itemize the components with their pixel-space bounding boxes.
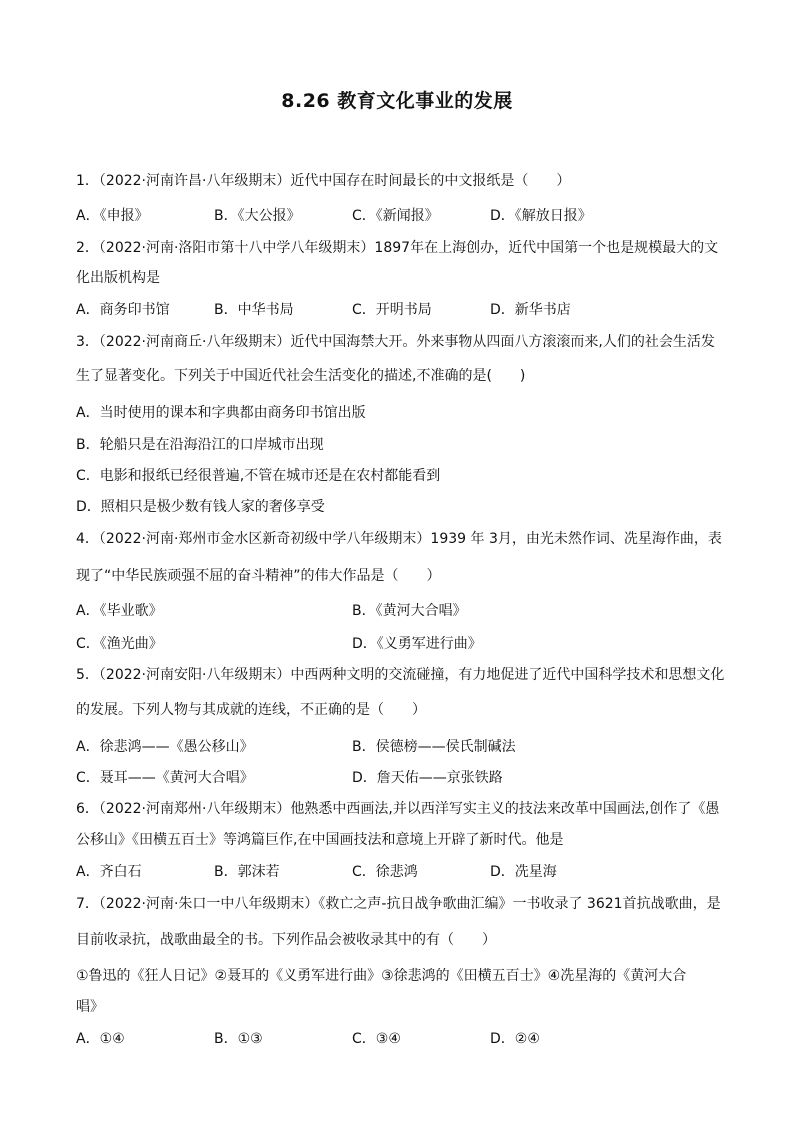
option-a: A．齐白石 (76, 864, 142, 880)
option-c: C．③④ (352, 1031, 401, 1047)
question-3-option-b: B．轮船只是在沿海沿江的口岸城市出现 (76, 437, 324, 453)
option-b: B．郭沫若 (214, 864, 280, 880)
question-5-text: 5．（2022·河南安阳·八年级期末）中西两种文明的交流碰撞，有力地促进了近代中国科学技术和思想文化 (76, 667, 725, 683)
option-d: D．《义勇军进行曲》 (352, 636, 482, 652)
option-a: A．《毕业歌》 (76, 603, 163, 619)
option-a: A．商务印书馆 (76, 302, 170, 318)
option-b: B．侯德榜——侯氏制碱法 (352, 739, 516, 755)
question-3-text-cont: 生了显著变化。下列关于中国近代社会生活变化的描述,不准确的是( ) (76, 368, 526, 384)
option-d: D．新华书店 (490, 302, 571, 318)
question-2-text-cont: 化出版机构是 (76, 270, 160, 286)
option-b: B．《大公报》 (214, 208, 301, 224)
question-5-text-cont: 的发展。下列人物与其成就的连线，不正确的是（ ） (76, 702, 426, 718)
option-c: C．《渔光曲》 (76, 636, 163, 652)
question-6-text-cont: 公移山》《田横五百士》等鸿篇巨作,在中国画技法和意境上开辟了新时代。他是 (76, 832, 564, 848)
question-7-statements-cont: 唱》 (76, 999, 104, 1015)
question-1-text: 1．（2022·河南许昌·八年级期末）近代中国存在时间最长的中文报纸是（ ） (76, 173, 571, 189)
question-2-text: 2．（2022·河南·洛阳市第十八中学八年级期末）1897年在上海创办，近代中国第一个也是规模最大的文 (76, 240, 719, 256)
option-c: C．开明书局 (352, 302, 432, 318)
page-title: 8.26 教育文化事业的发展 (281, 90, 513, 112)
option-a: A．①④ (76, 1031, 125, 1047)
option-d: D．詹天佑——京张铁路 (352, 770, 503, 786)
question-7-statements: ①鲁迅的《狂人日记》②聂耳的《义勇军进行曲》③徐悲鸿的《田横五百士》④冼星海的《黄河大合 (76, 968, 687, 984)
option-c: C．聂耳——《黄河大合唱》 (76, 770, 254, 786)
question-6-text: 6．（2022·河南郑州·八年级期末）他熟悉中西画法,并以西洋写实主义的技法来改革中国画法,创作了《愚 (76, 801, 720, 817)
question-4-text-cont: 现了“中华民族顽强不屈的奋斗精神”的伟大作品是（ ） (76, 568, 441, 584)
question-7-text: 7．（2022·河南·朱口一中八年级期末）《救亡之声-抗日战争歌曲汇编》一书收录了 3621首抗战歌曲，是 (76, 896, 721, 912)
option-c: C．徐悲鸿 (352, 864, 418, 880)
option-d: D．冼星海 (490, 864, 557, 880)
option-c: C．《新闻报》 (352, 208, 439, 224)
option-d: D．②④ (490, 1031, 540, 1047)
option-b: B．中华书局 (214, 302, 294, 318)
question-4-text: 4．（2022·河南·郑州市金水区新奇初级中学八年级期末）1939 年 3月，由光未然作词、冼星海作曲，表 (76, 531, 722, 547)
question-3-option-d: D．照相只是极少数有钱人家的奢侈享受 (76, 499, 325, 515)
option-a: A．《申报》 (76, 208, 149, 224)
option-a: A．徐悲鸿——《愚公移山》 (76, 739, 254, 755)
question-3-option-c: C．电影和报纸已经很普遍,不管在城市还是在农村都能看到 (76, 468, 441, 484)
option-b: B．《黄河大合唱》 (352, 603, 467, 619)
question-3-text: 3．（2022·河南商丘·八年级期末）近代中国海禁大开。外来事物从四面八方滚滚而来,人们的社会生活发 (76, 334, 715, 350)
option-b: B．①③ (214, 1031, 263, 1047)
question-7-text-cont: 目前收录抗，战歌曲最全的书。下列作品会被收录其中的有（ ） (76, 932, 496, 948)
question-3-option-a: A．当时使用的课本和字典都由商务印书馆出版 (76, 405, 366, 421)
option-d: D．《解放日报》 (490, 208, 592, 224)
